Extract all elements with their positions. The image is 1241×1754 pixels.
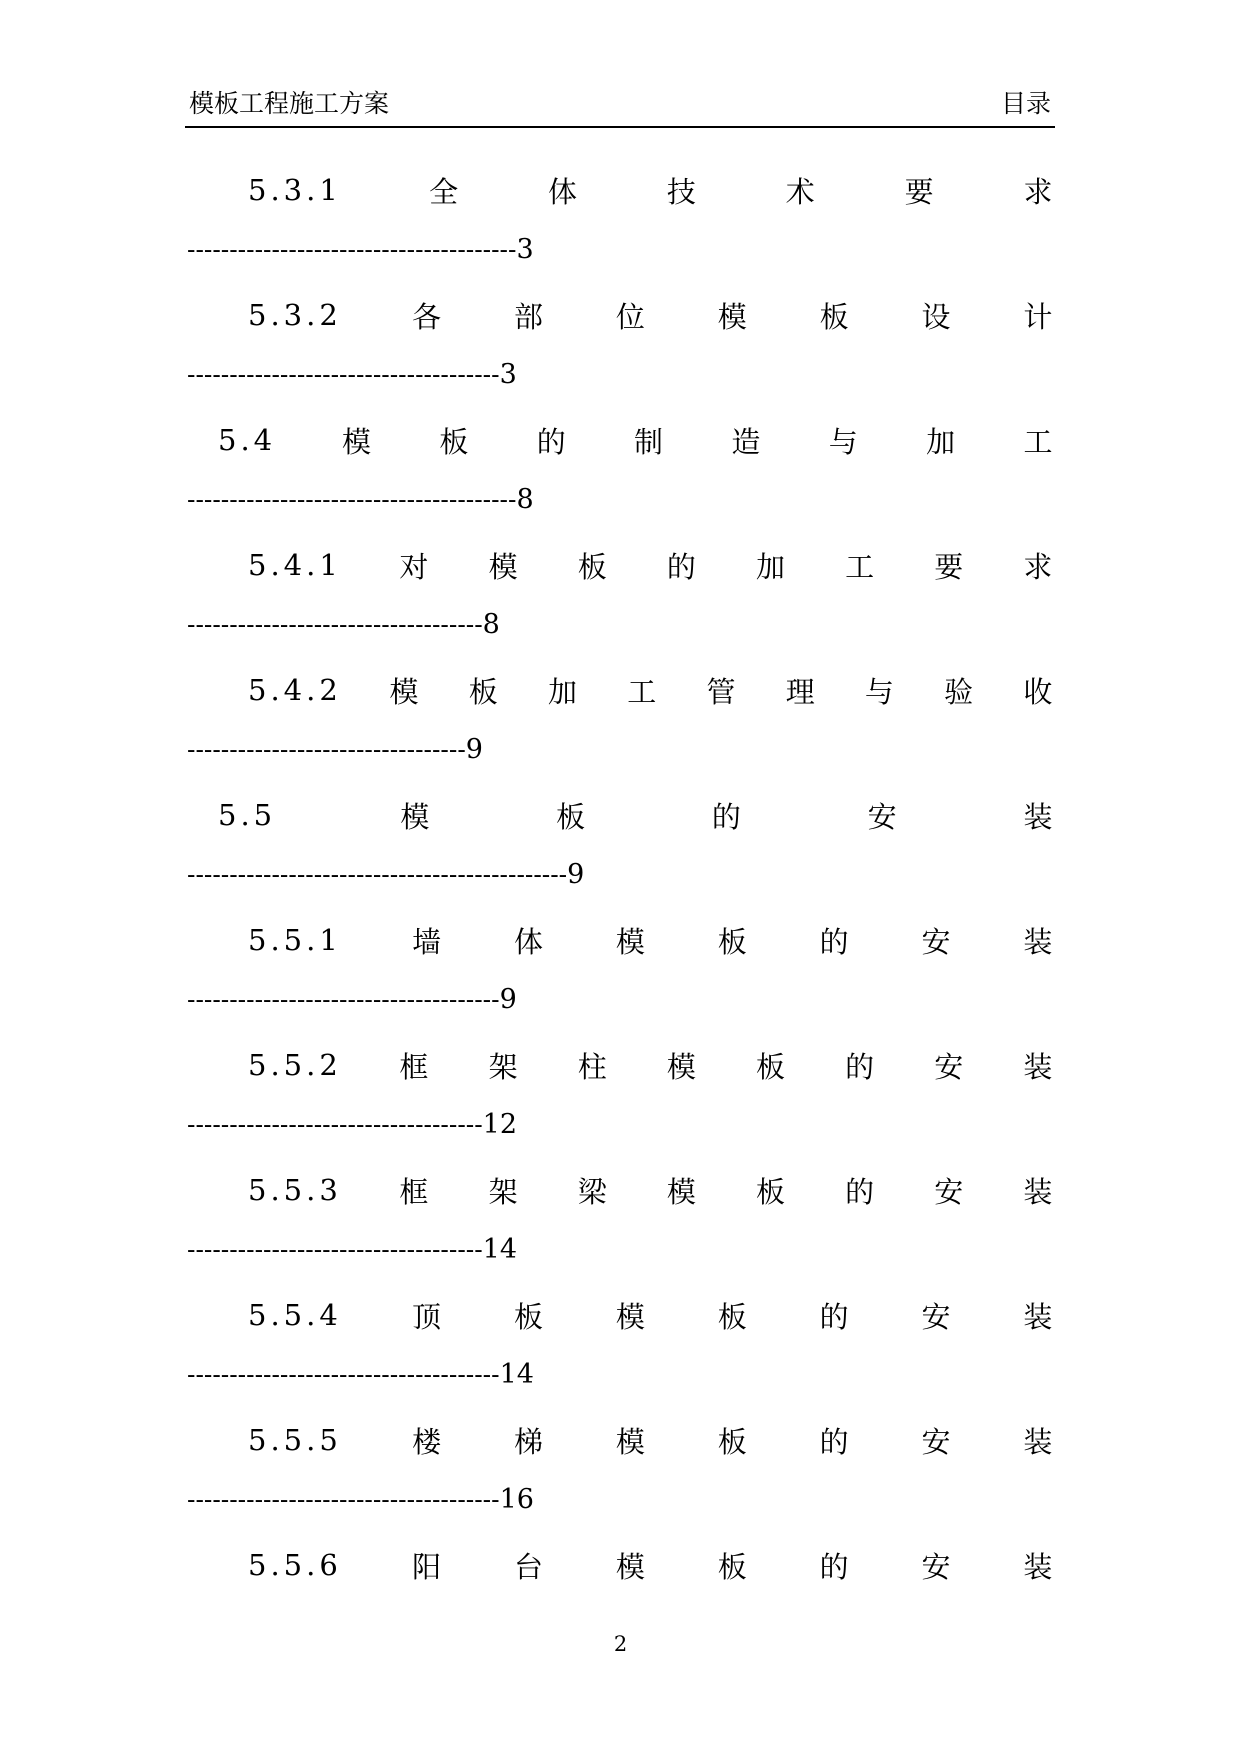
toc-entry-char: 装: [1023, 1049, 1053, 1084]
toc-page-number: 12: [482, 1109, 518, 1140]
toc-entry-char: 板: [439, 424, 469, 459]
toc-entry-char: 的: [819, 924, 849, 959]
toc-leader-dashes: -----------------------------------: [187, 1110, 483, 1139]
toc-entry-char: 阳: [412, 1549, 442, 1584]
toc-entry-char: 与: [828, 424, 858, 459]
toc-entry-char: 装: [1023, 1174, 1053, 1209]
toc-entry-char: 管: [706, 674, 736, 709]
toc-page-number: 8: [516, 484, 534, 515]
toc-entry-char: 框: [399, 1174, 429, 1209]
toc-entry-char: 装: [1023, 1424, 1053, 1459]
toc-entry-title: [248, 1418, 1055, 1462]
toc-entry-char: 模: [717, 299, 747, 334]
toc-entry-char: 板: [755, 1174, 785, 1209]
toc-entry-title: [248, 668, 1055, 712]
toc-entry[interactable]: [0, 1043, 1241, 1168]
toc-entry-char: 体: [514, 924, 544, 959]
toc-leader-dashes: -------------------------------------: [187, 1360, 500, 1389]
toc-page-number: 9: [567, 859, 585, 890]
toc-page-number: 3: [499, 359, 517, 390]
toc-entry-char: 顶: [412, 1299, 442, 1334]
toc-entry[interactable]: [0, 1293, 1241, 1418]
toc-entry-title: [218, 418, 1055, 462]
toc-entry-number: 5.3.1: [248, 173, 342, 207]
toc-entry-char: 收: [1023, 674, 1053, 709]
toc-entry-char: 的: [711, 799, 741, 834]
toc-entry-char: 与: [864, 674, 894, 709]
toc-entry-char: 求: [1023, 549, 1053, 584]
toc-entry-char: 墙: [412, 924, 442, 959]
toc-entry-char: 板: [468, 674, 498, 709]
toc-entry-char: 加: [926, 424, 956, 459]
toc-entry-char: 安: [921, 924, 951, 959]
toc-entry-char: 板: [755, 1049, 785, 1084]
toc-entry-char: 模: [615, 924, 645, 959]
toc-entry-char: 装: [1023, 799, 1053, 834]
toc-entry-char: 的: [536, 424, 566, 459]
document-title: 模板工程施工方案: [189, 89, 390, 118]
toc-page-number: 3: [516, 234, 534, 265]
toc-entry-number: 5.4: [218, 423, 277, 457]
toc-entry-char: 模: [488, 549, 518, 584]
toc-entry-char: 要: [934, 549, 964, 584]
toc-page-number: 14: [499, 1359, 534, 1390]
toc-entry-char: 理: [785, 674, 815, 709]
toc-entry-char: 框: [399, 1049, 429, 1084]
toc-entry[interactable]: [0, 793, 1241, 918]
toc-entry-char: 安: [921, 1424, 951, 1459]
toc-entry-title: [248, 1293, 1055, 1337]
toc-entry[interactable]: [0, 918, 1241, 1043]
toc-entry-char: 模: [341, 424, 371, 459]
toc-entry-char: 架: [488, 1049, 518, 1084]
toc-entry-char: 制: [634, 424, 664, 459]
toc-entry-number: 5.5: [218, 798, 277, 832]
toc-leader-dashes: -----------------------------------: [187, 610, 483, 639]
toc-leader-line: [187, 730, 483, 770]
toc-entry-char: 的: [666, 549, 696, 584]
toc-leader-line: [187, 355, 517, 395]
toc-entry-char: 楼: [412, 1424, 442, 1459]
toc-leader-dashes: ---------------------------------------: [187, 485, 517, 514]
toc-entry-char: 板: [717, 1549, 747, 1584]
toc-entry-char: 板: [556, 799, 586, 834]
toc-entry[interactable]: [0, 418, 1241, 543]
page-number: 2: [613, 1632, 628, 1656]
toc-page-number: 14: [482, 1234, 518, 1265]
toc-entry-char: 要: [904, 174, 934, 209]
toc-entry-number: 5.5.1: [248, 923, 342, 957]
toc-entry-char: 装: [1023, 1299, 1053, 1334]
toc-entry-char: 工: [627, 674, 657, 709]
toc-entry-char: 梯: [514, 1424, 544, 1459]
toc-entry-title: [248, 543, 1055, 587]
toc-entry-char: 板: [514, 1299, 544, 1334]
toc-entry-char: 的: [819, 1299, 849, 1334]
toc-page-number: 8: [482, 609, 500, 640]
toc-entry-number: 5.5.4: [248, 1298, 342, 1332]
toc-entry-char: 板: [717, 1299, 747, 1334]
toc-entry-char: 装: [1023, 924, 1053, 959]
toc-leader-line: [187, 230, 534, 270]
toc-entry-number: 5.5.2: [248, 1048, 342, 1082]
toc-leader-line: [187, 605, 500, 645]
toc-leader-dashes: -----------------------------------: [187, 1235, 483, 1264]
toc-leader-dashes: ---------------------------------: [187, 735, 466, 764]
toc-entry-number: 5.3.2: [248, 298, 342, 332]
toc-entry-number: 5.5.5: [248, 1423, 342, 1457]
toc-entry-char: 位: [615, 299, 645, 334]
toc-entry-char: 模: [666, 1049, 696, 1084]
toc-entry-char: 工: [1023, 424, 1053, 459]
toc-leader-line: [187, 1480, 534, 1520]
toc-entry-char: 的: [819, 1424, 849, 1459]
toc-entry-char: 梁: [577, 1174, 607, 1209]
toc-leader-line: [187, 855, 584, 895]
toc-entry-char: 安: [921, 1549, 951, 1584]
toc-entry[interactable]: [0, 168, 1241, 293]
toc-entry-char: 板: [717, 924, 747, 959]
toc-leader-line: [187, 1230, 517, 1270]
toc-entry-char: 工: [845, 549, 875, 584]
toc-leader-dashes: -------------------------------------: [187, 1485, 500, 1514]
toc-entry[interactable]: [0, 543, 1241, 668]
toc-leader-line: [187, 1355, 534, 1395]
toc-entry-char: 安: [934, 1049, 964, 1084]
toc-entry-char: 技: [666, 174, 696, 209]
toc-entry-title: [248, 293, 1055, 337]
toc-leader-line: [187, 1105, 517, 1145]
toc-entry-char: 全: [429, 174, 459, 209]
toc-entry-char: 求: [1023, 174, 1053, 209]
toc-leader-line: [187, 980, 517, 1020]
toc-entry-char: 模: [666, 1174, 696, 1209]
toc-entry-char: 模: [615, 1299, 645, 1334]
toc-entry-char: 术: [785, 174, 815, 209]
toc-entry-char: 体: [548, 174, 578, 209]
toc-leader-dashes: -------------------------------------: [187, 985, 500, 1014]
toc-entry-title: [248, 1543, 1055, 1587]
toc-entry-char: 板: [819, 299, 849, 334]
toc-entry-char: 验: [944, 674, 974, 709]
toc-leader-dashes: -------------------------------------: [187, 360, 500, 389]
toc-entry-char: 造: [731, 424, 761, 459]
toc-entry-char: 安: [867, 799, 897, 834]
toc-entry-title: [248, 918, 1055, 962]
toc-entry-number: 5.5.6: [248, 1548, 342, 1582]
toc-entry-char: 台: [514, 1549, 544, 1584]
toc-entry-char: 模: [389, 674, 419, 709]
toc-entry-number: 5.5.3: [248, 1173, 342, 1207]
toc-entry-char: 的: [845, 1049, 875, 1084]
toc-entry-char: 各: [412, 299, 442, 334]
toc-entry[interactable]: [0, 1168, 1241, 1293]
toc-entry-char: 模: [400, 799, 430, 834]
toc-page-number: 9: [499, 984, 517, 1015]
toc-entry-char: 模: [615, 1549, 645, 1584]
toc-entry-char: 的: [819, 1549, 849, 1584]
toc-entry-char: 板: [577, 549, 607, 584]
toc-entry-char: 的: [845, 1174, 875, 1209]
toc-entry-char: 对: [399, 549, 429, 584]
section-label: 目录: [1000, 89, 1051, 118]
toc-entry[interactable]: [0, 293, 1241, 418]
toc-entry-char: 架: [488, 1174, 518, 1209]
toc-entry[interactable]: [0, 668, 1241, 793]
toc-entry-char: 板: [717, 1424, 747, 1459]
toc-entry-title: [248, 1043, 1055, 1087]
toc-entry-number: 5.4.2: [248, 673, 342, 707]
toc-entry-char: 模: [615, 1424, 645, 1459]
toc-entry-title: [248, 1168, 1055, 1212]
toc-entry-char: 加: [755, 549, 785, 584]
toc-entry-char: 加: [547, 674, 577, 709]
toc-leader-dashes: ---------------------------------------------: [187, 860, 568, 889]
toc-entry-char: 计: [1023, 299, 1053, 334]
toc-entry-char: 安: [921, 1299, 951, 1334]
toc-entry-char: 设: [921, 299, 951, 334]
toc-leader-line: [187, 480, 534, 520]
toc-entry-number: 5.4.1: [248, 548, 342, 582]
toc-leader-dashes: ---------------------------------------: [187, 235, 517, 264]
toc-entry-char: 装: [1023, 1549, 1053, 1584]
toc-entry-char: 柱: [577, 1049, 607, 1084]
toc-entry-char: 安: [934, 1174, 964, 1209]
toc-entry-title: [248, 168, 1055, 212]
toc-page-number: 16: [499, 1484, 534, 1515]
toc-entry-title: [218, 793, 1055, 837]
toc-entry-char: 部: [514, 299, 544, 334]
toc-page-number: 9: [465, 734, 483, 765]
toc-entry[interactable]: [0, 1418, 1241, 1543]
